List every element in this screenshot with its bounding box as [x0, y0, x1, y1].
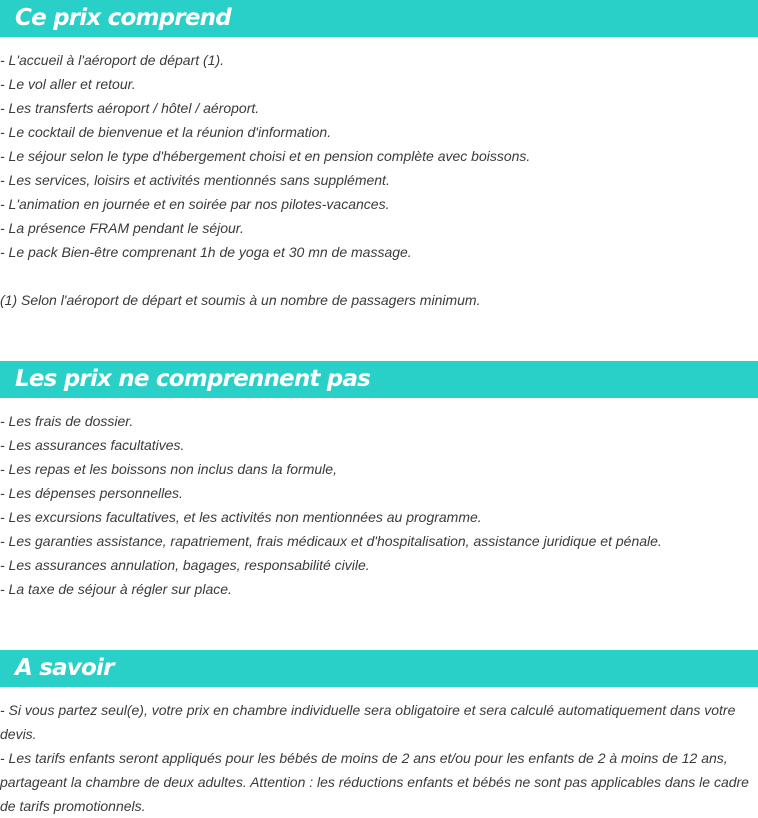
list-item: - Les assurances facultatives.	[0, 437, 185, 453]
footnote: (1) Selon l'aéroport de départ et soumis à un nombre de passagers minimum.	[0, 292, 481, 308]
included-list	[0, 48, 758, 264]
list-item: - Les transferts aéroport / hôtel / aéroport.	[0, 100, 260, 116]
list-item: - Les frais de dossier.	[0, 413, 134, 429]
info-paragraph: - Si vous partez seul(e), votre prix en chambre individuelle sera obligatoire et sera calculé automatiquement dans votre devis.	[0, 702, 736, 742]
section-title-to-know: A savoir	[15, 655, 114, 681]
info-paragraph: - Les tarifs enfants seront appliqués pour les bébés de moins de 2 ans et/ou pour les enfants de 2 à moins de 12 ans, partageant la chambre de deux adultes. Attention : les réductions enfants et bébés ne sont pas applicables dans le cadre de tarifs promotionnels.	[0, 750, 749, 814]
list-item: - Le pack Bien-être comprenant 1h de yoga et 30 mn de massage.	[0, 244, 412, 260]
not-included-list	[0, 409, 758, 601]
list-item: - Les assurances annulation, bagages, responsabilité civile.	[0, 557, 370, 573]
list-item: - La taxe de séjour à régler sur place.	[0, 581, 232, 597]
list-item: - L'accueil à l'aéroport de départ (1).	[0, 52, 225, 68]
list-item: - Les garanties assistance, rapatriement, frais médicaux et d'hospitalisation, assistance juridique et pénale.	[0, 533, 662, 549]
list-item: - Le cocktail de bienvenue et la réunion d'information.	[0, 124, 332, 140]
section-header-not-included	[0, 361, 758, 398]
list-item: - La présence FRAM pendant le séjour.	[0, 220, 244, 236]
list-item: - Le séjour selon le type d'hébergement choisi et en pension complète avec boissons.	[0, 148, 531, 164]
list-item: - L'animation en journée et en soirée par nos pilotes-vacances.	[0, 196, 390, 212]
list-item: - Le vol aller et retour.	[0, 76, 136, 92]
section-header-included	[0, 0, 758, 37]
list-item: - Les dépenses personnelles.	[0, 485, 183, 501]
list-item: - Les repas et les boissons non inclus dans la formule,	[0, 461, 337, 477]
section-header-to-know	[0, 650, 758, 687]
list-item: - Les services, loisirs et activités mentionnés sans supplément.	[0, 172, 390, 188]
to-know-text	[0, 698, 752, 818]
section-title-included: Ce prix comprend	[15, 5, 231, 31]
list-item: - Les excursions facultatives, et les activités non mentionnées au programme.	[0, 509, 482, 525]
section-title-not-included: Les prix ne comprennent pas	[15, 366, 371, 392]
